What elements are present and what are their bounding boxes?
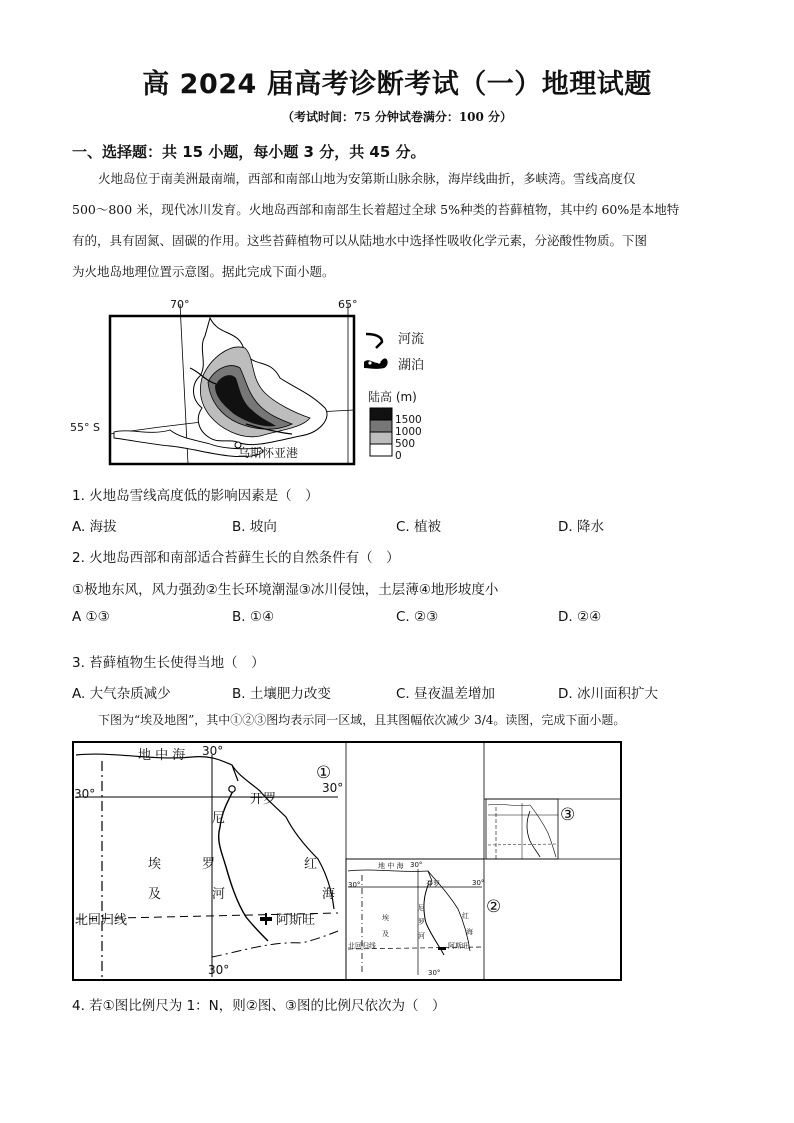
figure-2-label: ②: [486, 897, 502, 917]
question-4: 4. 若①图比例尺为 1：N，则②图、③图的比例尺依次为（ ）: [72, 998, 446, 1014]
q1-option-b[interactable]: B. 坡向: [232, 519, 277, 535]
latitude-label: 55° S: [70, 421, 100, 434]
red-sea-label: 红: [304, 857, 318, 872]
page-title: 高 2024 届高考诊断考试（一）地理试题: [142, 69, 652, 100]
nile-label: 尼: [212, 811, 226, 826]
q2-option-a[interactable]: A ①③: [72, 609, 110, 625]
legend-value: 500: [395, 438, 416, 450]
tierra-del-fuego-map: [70, 298, 470, 468]
latitude-label: 30°: [74, 787, 96, 801]
egypt-label: 及: [148, 887, 162, 902]
mediterranean-label: 地 中 海: [138, 748, 186, 763]
nile-label-small: 罗: [418, 918, 425, 926]
nile-label: 罗: [202, 857, 216, 872]
longitude-label-small: 30°: [428, 969, 441, 977]
section-heading: 一、选择题：共 15 小题，每小题 3 分，共 45 分。: [72, 143, 426, 161]
cairo-label: 开罗: [250, 792, 277, 807]
legend-elevation-title: 陆高 (m): [368, 390, 417, 404]
red-sea-label-small: 红: [462, 912, 469, 920]
tropic-label-small: 北回归线: [348, 942, 376, 950]
q1-option-d[interactable]: D. 降水: [558, 519, 604, 535]
question-3: 3. 苔藓植物生长使得当地（ ）: [72, 655, 265, 671]
egypt-label-small: 及: [382, 930, 389, 938]
red-sea-label-small: 海: [466, 928, 473, 936]
legend-lake-label: 湖泊: [398, 358, 425, 373]
egypt-label: 埃: [148, 857, 162, 872]
latitude-label: 30°: [322, 781, 344, 795]
q3-option-a[interactable]: A. 大气杂质减少: [72, 686, 171, 702]
q2-conditions: ①极地东风，风力强劲②生长环境潮湿③冰川侵蚀，土层薄④地形坡度小: [72, 582, 499, 598]
q1-option-c[interactable]: C. 植被: [396, 519, 442, 535]
longitude-label: 30°: [208, 963, 230, 977]
passage-1: [72, 163, 722, 287]
question-1: 1. 火地岛雪线高度低的影响因素是（ ）: [72, 488, 319, 504]
q3-option-b[interactable]: B. 土壤肥力改变: [232, 686, 331, 702]
latitude-label-small: 30°: [472, 879, 485, 887]
nile-label: 河: [212, 887, 226, 902]
red-sea-label: 海: [322, 887, 336, 902]
ushuaia-label: 乌斯怀亚港: [238, 446, 299, 460]
latitude-label-small: 30°: [348, 881, 361, 889]
q3-option-c[interactable]: C. 昼夜温差增加: [396, 686, 496, 702]
longitude-label-small: 30°: [410, 861, 423, 869]
question-2: 2. 火地岛西部和南部适合苔藓生长的自然条件有（ ）: [72, 550, 400, 566]
nile-label-small: 尼: [418, 904, 425, 912]
tropic-label: 北回归线: [75, 913, 128, 928]
legend-value: 0: [395, 450, 402, 462]
q2-option-d[interactable]: D. ②④: [558, 609, 602, 625]
aswan-label: 阿斯旺: [276, 913, 316, 928]
q2-option-b[interactable]: B. ①④: [232, 609, 275, 625]
egypt-map-figure: [72, 741, 622, 981]
passage-line: 500～800 米，现代冰川发育。火地岛西部和南部生长着超过全球 5%种类的苔藓植物，其中约 60%是本地特: [72, 202, 680, 217]
egypt-label-small: 埃: [382, 914, 389, 922]
legend-elevation-values: [395, 414, 422, 462]
longitude-label: 65°: [338, 298, 358, 311]
figure-1-label: ①: [316, 763, 332, 783]
aswan-label-small: 阿斯旺: [448, 942, 469, 950]
q2-option-c[interactable]: C. ②③: [396, 609, 439, 625]
cairo-label-small: 开罗: [426, 880, 440, 888]
nile-label-small: 河: [418, 932, 425, 940]
legend-river-label: 河流: [398, 332, 425, 347]
passage-line: 为火地岛地理位置示意图。据此完成下面小题。: [72, 264, 335, 279]
figure-3-label: ③: [560, 805, 576, 825]
longitude-label: 70°: [170, 298, 190, 311]
legend-value: 1000: [395, 426, 422, 438]
mediterranean-label-small: 地 中 海: [378, 862, 404, 870]
q1-option-a[interactable]: A. 海拔: [72, 519, 117, 535]
longitude-label: 30°: [202, 744, 224, 758]
passage-line: 有的，具有固氮、固碳的作用。这些苔藓植物可以从陆地水中选择性吸收化学元素，分泌酸性物质。下图: [72, 233, 648, 248]
q3-option-d[interactable]: D. 冰川面积扩大: [558, 686, 658, 702]
passage-2: 下图为“埃及地图”，其中①②③图均表示同一区域，且其图幅依次减少 3/4。读图，完成下面小题。: [98, 713, 626, 727]
legend-value: 1500: [395, 414, 422, 426]
exam-info: （考试时间：75 分钟试卷满分：100 分）: [281, 110, 513, 124]
passage-line: 火地岛位于南美洲最南端，西部和南部山地为安第斯山脉余脉，海岸线曲折，多峡湾。雪线高度仅: [98, 171, 636, 186]
